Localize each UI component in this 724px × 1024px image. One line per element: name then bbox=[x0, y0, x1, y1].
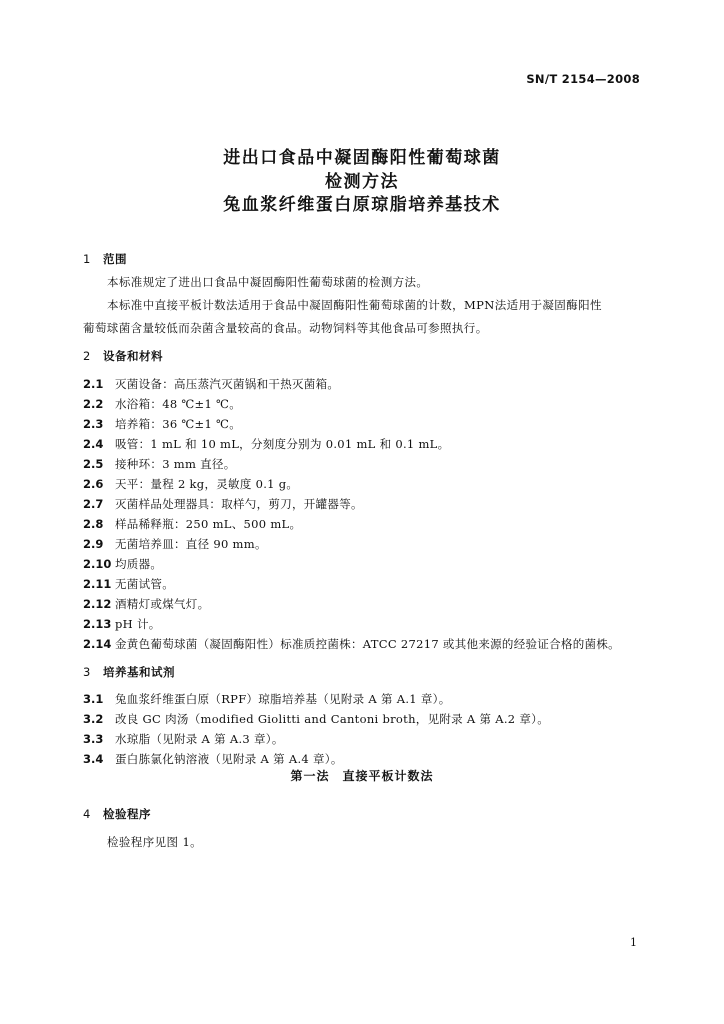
section-4-heading bbox=[83, 806, 151, 822]
list-item: 2.8 样品稀释瓶：250 mL、500 mL。 bbox=[83, 517, 302, 531]
list-item: 2.7 灭菌样品处理器具：取样勺，剪刀，开罐器等。 bbox=[83, 497, 363, 511]
list-item: 3.2 改良 GC 肉汤（modified Giolitti and Cantoni broth，见附录 A 第 A.2 章）。 bbox=[83, 712, 550, 726]
section-2-title: 设备和材料 bbox=[103, 349, 163, 363]
page-number: 1 bbox=[630, 936, 637, 949]
section-2-number: 2 bbox=[83, 349, 91, 363]
list-item: 2.6 天平：量程 2 kg，灵敏度 0.1 g。 bbox=[83, 477, 299, 491]
standard-number: SN/T 2154—2008 bbox=[526, 72, 640, 86]
list-item: 2.10 均质器。 bbox=[83, 557, 163, 571]
section-3-heading bbox=[83, 664, 175, 680]
list-item: 2.13 pH 计。 bbox=[83, 617, 161, 631]
method-title: 第一法 直接平板计数法 bbox=[290, 769, 434, 783]
section-1-heading bbox=[83, 251, 127, 267]
list-item: 3.3 水琼脂（见附录 A 第 A.3 章）。 bbox=[83, 732, 284, 746]
section-3-title: 培养基和试剂 bbox=[103, 665, 175, 679]
title-line-1: 进出口食品中凝固酶阳性葡萄球菌 bbox=[223, 148, 501, 168]
list-item: 2.1 灭菌设备：高压蒸汽灭菌锅和干热灭菌箱。 bbox=[83, 377, 340, 391]
section-1-number: 1 bbox=[83, 252, 91, 266]
list-item: 2.12 酒精灯或煤气灯。 bbox=[83, 597, 210, 611]
title-line-3: 兔血浆纤维蛋白原琼脂培养基技术 bbox=[223, 195, 501, 215]
section-1-paragraph-1: 本标准规定了进出口食品中凝固酶阳性葡萄球菌的检测方法。 bbox=[107, 275, 429, 289]
section-2-heading bbox=[83, 348, 163, 364]
section-4-title: 检验程序 bbox=[103, 807, 151, 821]
list-item: 2.4 吸管：1 mL 和 10 mL，分刻度分别为 0.01 mL 和 0.1 mL。 bbox=[83, 437, 450, 451]
list-item: 2.11 无菌试管。 bbox=[83, 577, 174, 591]
section-4-paragraph: 检验程序见图 1。 bbox=[107, 835, 203, 849]
list-item: 2.5 接种环：3 mm 直径。 bbox=[83, 457, 236, 471]
list-item: 2.2 水浴箱：48 ℃±1 ℃。 bbox=[83, 397, 242, 411]
section-4-number: 4 bbox=[83, 807, 91, 821]
section-1-paragraph-2-line-2: 葡萄球菌含量较低而杂菌含量较高的食品。动物饲料等其他食品可参照执行。 bbox=[83, 321, 488, 335]
section-1-paragraph-2-line-1: 本标准中直接平板计数法适用于食品中凝固酶阳性葡萄球菌的计数，MPN法适用于凝固酶阳性 bbox=[107, 298, 602, 312]
list-item: 2.3 培养箱：36 ℃±1 ℃。 bbox=[83, 417, 242, 431]
section-1-title: 范围 bbox=[103, 252, 127, 266]
title-line-2: 检测方法 bbox=[325, 172, 399, 192]
section-3-number: 3 bbox=[83, 665, 91, 679]
list-item: 3.1 兔血浆纤维蛋白原（RPF）琼脂培养基（见附录 A 第 A.1 章）。 bbox=[83, 692, 451, 706]
list-item: 2.9 无菌培养皿：直径 90 mm。 bbox=[83, 537, 267, 551]
list-item: 2.14 金黄色葡萄球菌（凝固酶阳性）标准质控菌株：ATCC 27217 或其他来源的经验证合格的菌株。 bbox=[83, 637, 620, 651]
list-item: 3.4 蛋白胨氯化钠溶液（见附录 A 第 A.4 章）。 bbox=[83, 752, 343, 766]
